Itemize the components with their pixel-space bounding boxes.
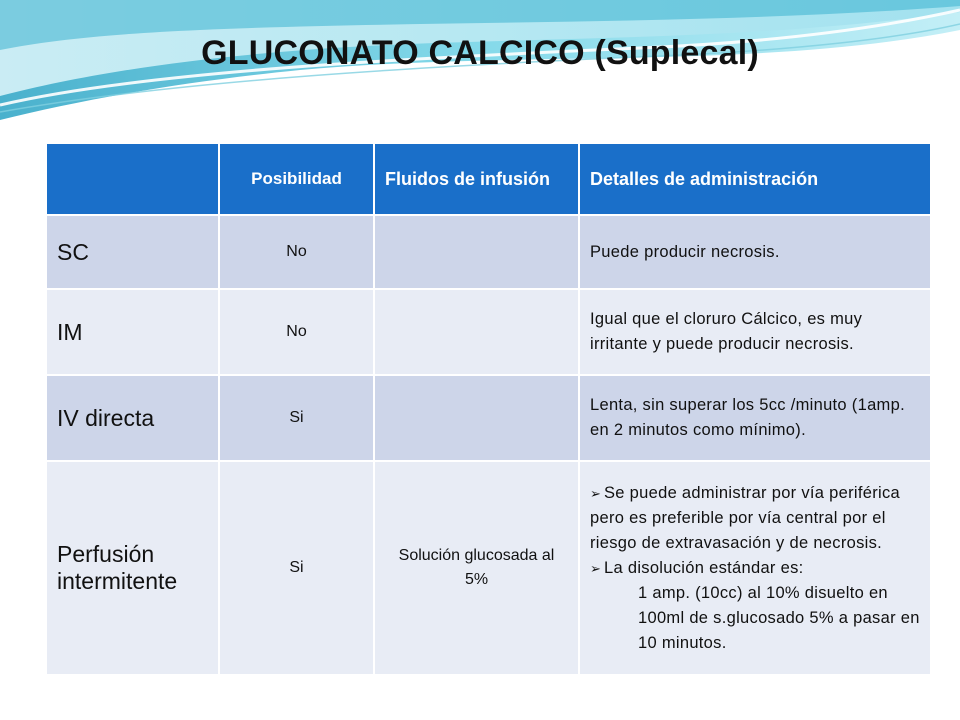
- details-cell: Igual que el cloruro Cálcico, es muy irritante y puede producir necrosis.: [579, 289, 931, 375]
- detail-bullet: [590, 481, 920, 556]
- possibility-cell: Si: [219, 375, 374, 461]
- detail-bullet-text: La disolución estándar es:: [604, 558, 804, 577]
- possibility-cell: No: [219, 215, 374, 289]
- header-cell-fluidos: Fluidos de infusión: [374, 143, 579, 215]
- page-title: GLUCONATO CALCICO (Suplecal): [201, 34, 759, 72]
- route-cell: Perfusión intermitente: [46, 461, 219, 675]
- route-cell: IM: [46, 289, 219, 375]
- header-cell-empty: [46, 143, 219, 215]
- table-header-row: [46, 143, 931, 215]
- possibility-cell: No: [219, 289, 374, 375]
- details-cell: Lenta, sin superar los 5cc /minuto (1amp. en 2 minutos como mínimo).: [579, 375, 931, 461]
- details-cell: Puede producir necrosis.: [579, 215, 931, 289]
- table-row: [46, 461, 931, 675]
- detail-bullet-text: Se puede administrar por vía periférica pero es preferible por vía central por el riesgo de extravasación y de necrosis.: [590, 483, 901, 552]
- arrow-bullet-icon: ➢: [590, 485, 602, 501]
- table-row: [46, 215, 931, 289]
- table-row: [46, 289, 931, 375]
- header-cell-posibilidad: Posibilidad: [219, 143, 374, 215]
- fluids-cell: [374, 375, 579, 461]
- detail-indented-text: 1 amp. (10cc) al 10% disuelto en 100ml de s.glucosado 5% a pasar en 10 minutos.: [638, 583, 920, 652]
- route-cell: SC: [46, 215, 219, 289]
- administration-table: [45, 142, 932, 676]
- detail-bullet: [590, 556, 920, 581]
- fluids-cell: [374, 215, 579, 289]
- details-cell: [579, 461, 931, 675]
- route-cell: IV directa: [46, 375, 219, 461]
- fluids-cell: [374, 289, 579, 375]
- table-row: [46, 375, 931, 461]
- fluids-cell: Solución glucosada al 5%: [374, 461, 579, 675]
- header-cell-detalles: Detalles de administración: [579, 143, 931, 215]
- possibility-cell: Si: [219, 461, 374, 675]
- arrow-bullet-icon: ➢: [590, 560, 602, 576]
